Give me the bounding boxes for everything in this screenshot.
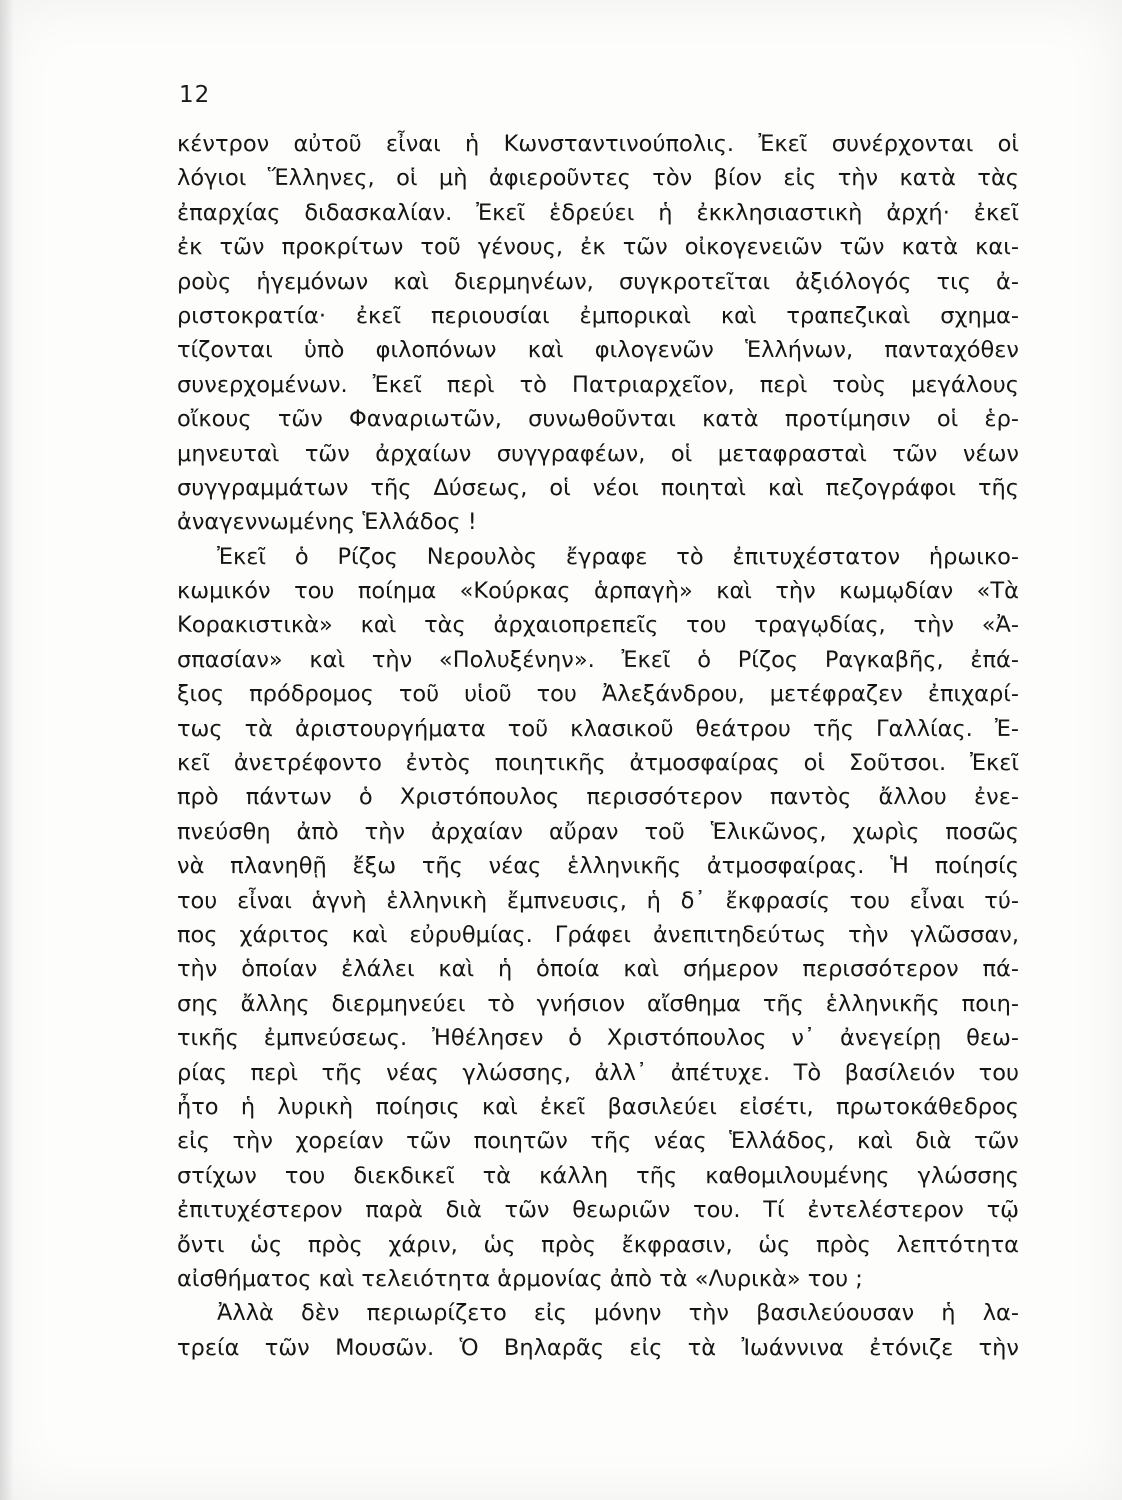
text-line: ριστοκρατία· ἐκεῖ περιουσίαι ἐμπορικαὶ καὶ τραπεζικαὶ σχημα- bbox=[177, 302, 1019, 329]
text-line: πρὸ πάντων ὁ Χριστόπουλος περισσότερον παντὸς ἄλλου ἐνε- bbox=[177, 784, 1019, 811]
text-line: του εἶναι ἁγνὴ ἑλληνικὴ ἔμπνευσις, ἡ δ᾽ ἔκφρασίς του εἶναι τύ- bbox=[177, 887, 1019, 914]
text-line: ἐπιτυχέστερον παρὰ διὰ τῶν θεωριῶν του. Τί ἐντελέστερον τῷ bbox=[177, 1197, 1019, 1224]
text-line: σπασίαν» καὶ τὴν «Πολυξένην». Ἐκεῖ ὁ Ρίζος Ραγκαβῆς, ἐπά- bbox=[177, 646, 1019, 673]
text-line: Κορακιστικὰ» καὶ τὰς ἀρχαιοπρεπεῖς του τραγῳδίας, τὴν «Ἀ- bbox=[177, 612, 1019, 639]
text-line: ρίας περὶ τῆς νέας γλώσσης, ἀλλ᾽ ἀπέτυχε. Τὸ βασίλειόν του bbox=[177, 1059, 1019, 1086]
text-line: πνεύσθη ἀπὸ τὴν ἀρχαίαν αὔραν τοῦ Ἑλικῶνος, χωρὶς ποσῶς bbox=[177, 818, 1019, 845]
page-number: 12 bbox=[179, 82, 211, 108]
paragraph-start-line: Ἐκεῖ ὁ Ρίζος Νερουλὸς ἔγραφε τὸ ἐπιτυχέστατον ἡρωικο- bbox=[217, 543, 1019, 570]
text-line: τως τὰ ἀριστουργήματα τοῦ κλασικοῦ θεάτρου τῆς Γαλλίας. Ἐ- bbox=[177, 715, 1019, 742]
text-line: ἐπαρχίας διδασκαλίαν. Ἐκεῖ ἑδρεύει ἡ ἐκκλησιαστικὴ ἀρχή· ἐκεῖ bbox=[177, 199, 1019, 226]
text-line: συνερχομένων. Ἐκεῖ περὶ τὸ Πατριαρχεῖον, περὶ τοὺς μεγάλους bbox=[177, 371, 1019, 398]
text-line: μηνευταὶ τῶν ἀρχαίων συγγραφέων, οἱ μεταφρασταὶ τῶν νέων bbox=[177, 440, 1019, 467]
paragraph-end-line: ἀναγεννωμένης Ἑλλάδος ! bbox=[177, 509, 477, 536]
paragraph-start-line: Ἀλλὰ δὲν περιωρίζετο εἰς μόνην τὴν βασιλεύουσαν ἡ λα- bbox=[217, 1300, 1019, 1327]
text-line: τρεία τῶν Μουσῶν. Ὁ Βηλαρᾶς εἰς τὰ Ἰωάννινα ἐτόνιζε τὴν bbox=[177, 1334, 1019, 1361]
paragraph-end-line: αἰσθήματος καὶ τελειότητα ἁρμονίας ἀπὸ τὰ «Λυρικὰ» του ; bbox=[177, 1265, 863, 1292]
page-gutter bbox=[0, 0, 14, 1500]
text-line: κεῖ ἀνετρέφοντο ἐντὸς ποιητικῆς ἀτμοσφαίρας οἱ Σοῦτσοι. Ἐκεῖ bbox=[177, 750, 1019, 777]
text-line: κέντρον αὐτοῦ εἶναι ἡ Κωνσταντινούπολις. Ἐκεῖ συνέρχονται οἱ bbox=[177, 131, 1019, 157]
text-line: οἴκους τῶν Φαναριωτῶν, συνωθοῦνται κατὰ προτίμησιν οἱ ἑρ- bbox=[177, 406, 1019, 433]
text-line: τίζονται ὑπὸ φιλοπόνων καὶ φιλογενῶν Ἑλλήνων, πανταχόθεν bbox=[177, 337, 1019, 364]
text-line: ροὺς ἡγεμόνων καὶ διερμηνέων, συγκροτεῖται ἀξιόλογός τις ἀ- bbox=[177, 268, 1019, 295]
text-line: ξιος πρόδρομος τοῦ υἱοῦ του Ἀλεξάνδρου, μετέφραζεν ἐπιχαρί- bbox=[177, 681, 1019, 708]
text-line: τικῆς ἐμπνεύσεως. Ἠθέλησεν ὁ Χριστόπουλος ν᾽ ἀνεγείρῃ θεω- bbox=[177, 1025, 1019, 1052]
text-line: ἦτο ἡ λυρικὴ ποίησις καὶ ἐκεῖ βασιλεύει εἰσέτι, πρωτοκάθεδρος bbox=[177, 1093, 1019, 1120]
text-line: σης ἄλλης διερμηνεύει τὸ γνήσιον αἴσθημα τῆς ἑλληνικῆς ποιη- bbox=[177, 990, 1019, 1017]
text-line: συγγραμμάτων τῆς Δύσεως, οἱ νέοι ποιηταὶ καὶ πεζογράφοι τῆς bbox=[177, 474, 1019, 501]
text-line: κωμικόν του ποίημα «Κούρκας ἁρπαγὴ» καὶ τὴν κωμῳδίαν «Τὰ bbox=[177, 578, 1019, 605]
text-line: στίχων του διεκδικεῖ τὰ κάλλη τῆς καθομιλουμένης γλώσσης bbox=[177, 1162, 1019, 1189]
text-line: ὄντι ὡς πρὸς χάριν, ὡς πρὸς ἔκφρασιν, ὡς πρὸς λεπτότητα bbox=[177, 1231, 1019, 1258]
text-line: πος χάριτος καὶ εὐρυθμίας. Γράφει ἀνεπιτηδεύτως τὴν γλῶσσαν, bbox=[177, 921, 1019, 948]
text-line: εἰς τὴν χορείαν τῶν ποιητῶν τῆς νέας Ἑλλάδος, καὶ διὰ τῶν bbox=[177, 1128, 1019, 1155]
text-line: ἐκ τῶν προκρίτων τοῦ γένους, ἐκ τῶν οἰκογενειῶν τῶν κατὰ και- bbox=[177, 234, 1019, 261]
text-line: λόγιοι Ἕλληνες, οἱ μὴ ἀφιεροῦντες τὸν βίον εἰς τὴν κατὰ τὰς bbox=[177, 165, 1019, 192]
text-line: νὰ πλανηθῇ ἔξω τῆς νέας ἑλληνικῆς ἀτμοσφαίρας. Ἡ ποίησίς bbox=[177, 853, 1019, 880]
text-line: τὴν ὁποίαν ἐλάλει καὶ ἡ ὁποία καὶ σήμερον περισσότερον πά- bbox=[177, 956, 1019, 983]
body-text bbox=[177, 127, 1019, 1365]
